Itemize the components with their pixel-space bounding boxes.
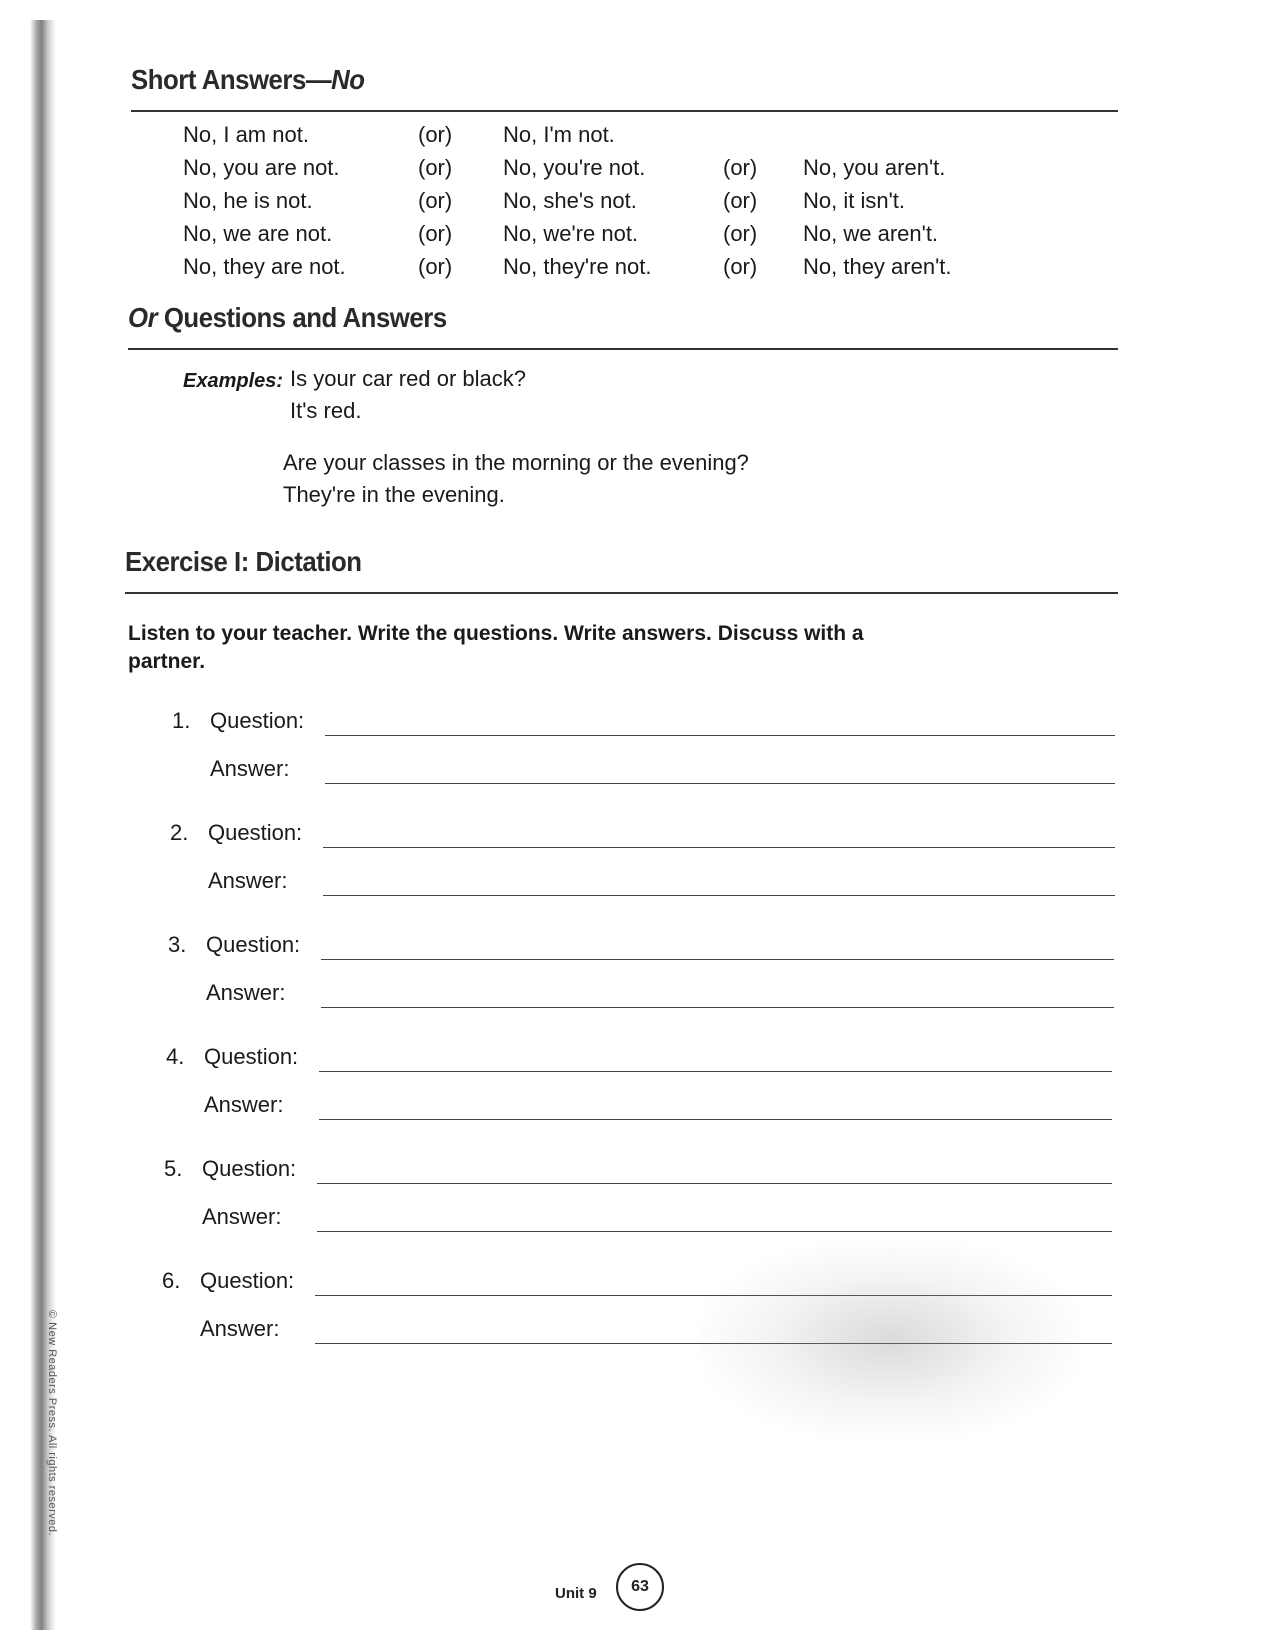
short-answers-rule	[131, 110, 1118, 112]
question-3-line[interactable]	[321, 959, 1114, 960]
question-label: Question:	[206, 932, 301, 957]
example-2-question: Are your classes in the morning or the evening?	[283, 450, 749, 475]
exercise-heading: Exercise I: Dictation	[125, 546, 362, 577]
example-2-answer: They're in the evening.	[283, 482, 505, 507]
examples-label: Examples:	[183, 370, 284, 392]
item-number: 6.	[162, 1268, 181, 1293]
question-1-line[interactable]	[325, 735, 1115, 736]
exercise-rule	[125, 592, 1118, 594]
answer-4-line[interactable]	[319, 1119, 1112, 1120]
answer-label: Answer:	[200, 1316, 280, 1341]
answer-label: Answer:	[208, 868, 288, 893]
answer-1-line[interactable]	[325, 783, 1115, 784]
item-number: 5.	[164, 1156, 183, 1181]
item-number: 2.	[170, 820, 189, 845]
short-answers-heading: Short Answers—No	[131, 64, 365, 95]
page-number: 63	[631, 1578, 649, 1595]
answer-label: Answer:	[206, 980, 286, 1005]
or-questions-heading-emph: Or	[128, 302, 158, 333]
short-answers-heading-emph: No	[331, 64, 365, 95]
page-number-badge	[616, 1563, 664, 1611]
unit-label: Unit 9	[555, 1585, 597, 1602]
question-label: Question:	[210, 708, 305, 733]
question-2-line[interactable]	[323, 847, 1115, 848]
answer-5-line[interactable]	[317, 1231, 1112, 1232]
scan-smudge	[700, 1240, 1080, 1440]
answer-label: Answer:	[204, 1092, 284, 1117]
item-number: 3.	[168, 932, 187, 957]
or-questions-heading: Or Questions and Answers	[128, 302, 447, 333]
question-4-line[interactable]	[319, 1071, 1112, 1072]
question-label: Question:	[208, 820, 303, 845]
example-1-question: Is your car red or black?	[290, 366, 526, 391]
answer-2-line[interactable]	[323, 895, 1115, 896]
question-label: Question:	[200, 1268, 295, 1293]
copyright-notice: © New Readers Press. All rights reserved.	[46, 1310, 58, 1537]
or-questions-rule	[128, 348, 1118, 350]
example-1-answer: It's red.	[290, 398, 362, 423]
question-5-line[interactable]	[317, 1183, 1112, 1184]
item-number: 1.	[172, 708, 191, 733]
exercise-instructions: Listen to your teacher. Write the questions. Write answers. Discuss with a partner.	[128, 622, 864, 673]
answer-label: Answer:	[202, 1204, 282, 1229]
item-number: 4.	[166, 1044, 185, 1069]
answer-3-line[interactable]	[321, 1007, 1114, 1008]
question-label: Question:	[204, 1044, 299, 1069]
answer-label: Answer:	[210, 756, 290, 781]
question-label: Question:	[202, 1156, 297, 1181]
